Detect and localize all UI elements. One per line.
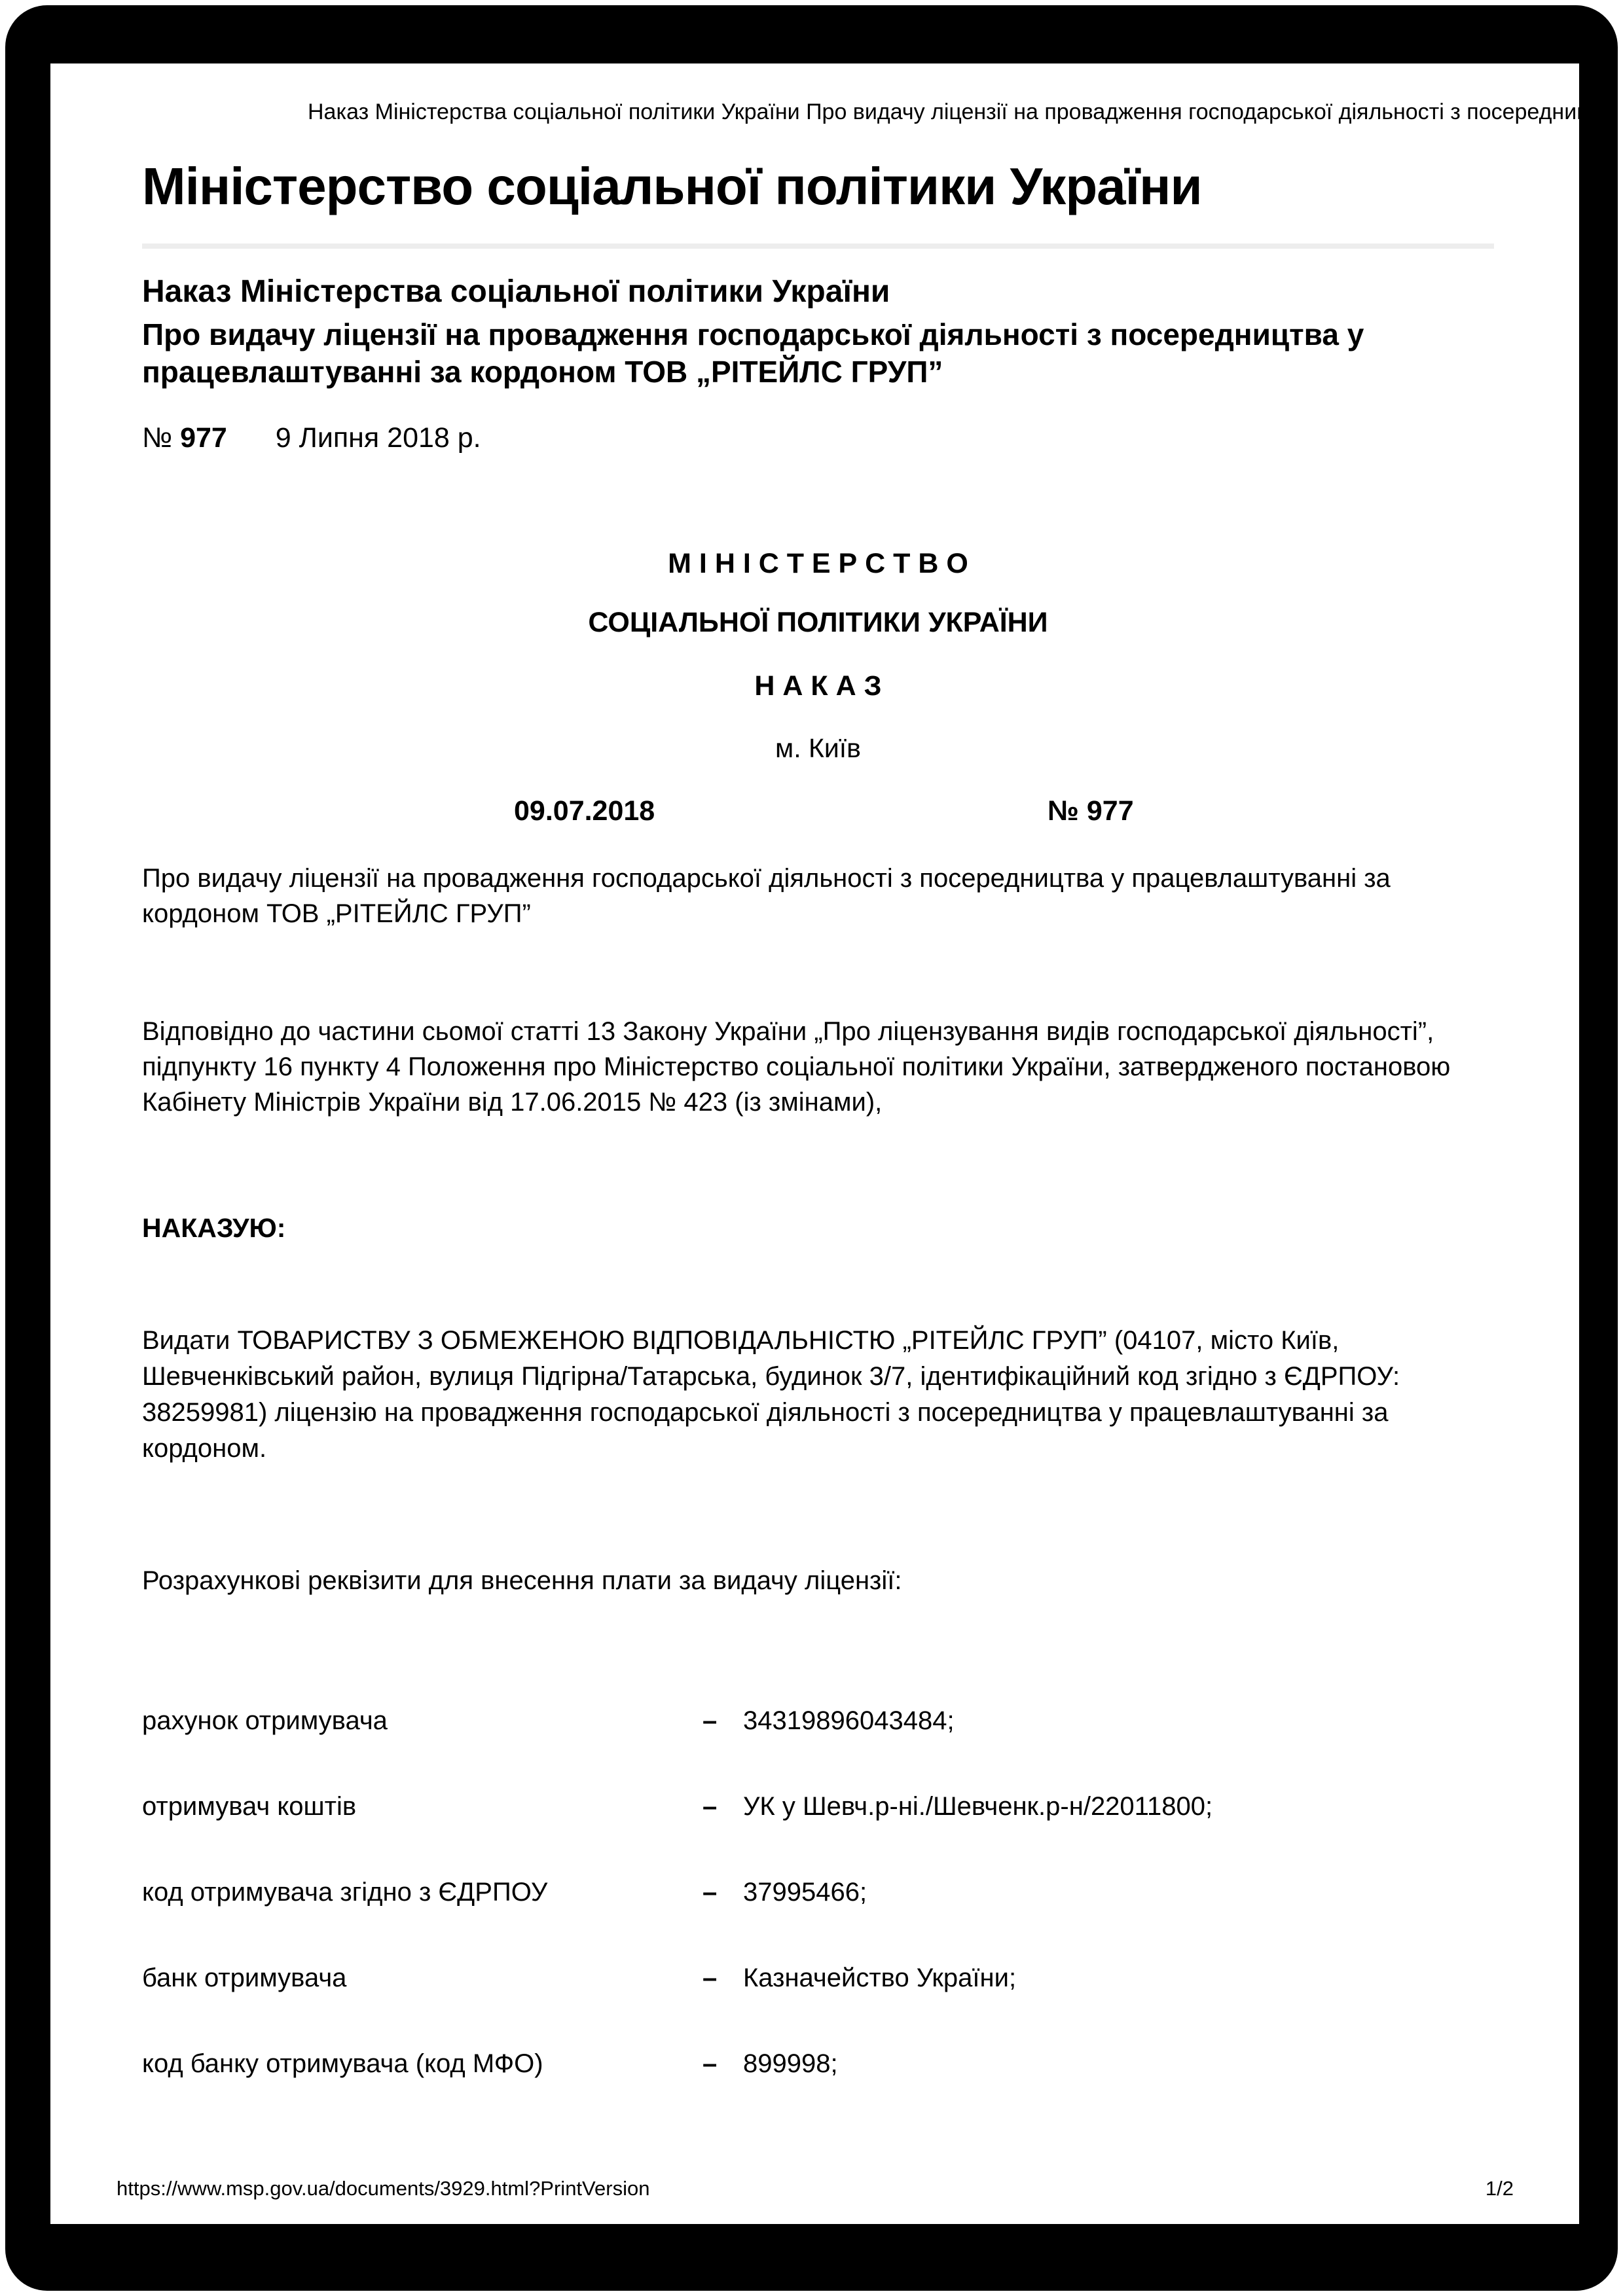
number-sign: № — [142, 422, 173, 454]
document-sheet — [50, 63, 1612, 2224]
order-city: м. Київ — [775, 733, 861, 763]
requisite-value: 37995466; — [743, 1878, 867, 1907]
legal-basis-paragraph: Відповідно до частини сьомої статті 13 Закону України „Про ліцензування видів господарської діяльності”, підпункту 16 пункту 4 Положення про Міністерство соціальної політики України, затвердженого постановою Кабінету Міністрів України від 17.06.2015 № 423 (із змінами), — [142, 1017, 1451, 1117]
order-number: 977 — [180, 422, 227, 454]
footer-page-indicator: 1/2 — [1485, 2177, 1514, 2200]
requisite-label: рахунок отримувача — [142, 1706, 388, 1735]
document-title: Наказ Міністерства соціальної політики України — [142, 274, 890, 309]
order-number-line — [142, 422, 481, 454]
requisite-dash: – — [702, 1706, 718, 1735]
requisite-label: код банку отримувача (код МФО) — [142, 2049, 543, 2078]
requisite-value: УК у Шевч.р-ні./Шевченк.р-н/22011800; — [743, 1792, 1213, 1821]
footer-url: https://www.msp.gov.ua/documents/3929.html?PrintVersion — [117, 2177, 650, 2200]
requisite-label: код отримувача згідно з ЄДРПОУ — [142, 1878, 548, 1907]
requisite-dash: – — [702, 1792, 718, 1821]
order-date-numeric: 09.07.2018 — [514, 795, 655, 827]
requisite-value: 899998; — [743, 2049, 838, 2078]
document-subtitle: Про видачу ліцензії на провадження господарської діяльності з посередництва у працевлаштуванні за кордоном ТОВ „РІТЕЙЛС ГРУП” — [142, 317, 1364, 389]
order-date-number-row — [142, 795, 1494, 828]
table-row — [142, 1879, 1494, 1905]
table-row — [142, 1708, 1494, 1734]
ministry-name-line2: СОЦІАЛЬНОЇ ПОЛІТИКИ УКРАЇНИ — [588, 607, 1048, 638]
order-subject-paragraph: Про видачу ліцензії на провадження господарської діяльності з посередництва у працевлаштуванні за кордоном ТОВ „РІТЕЙЛС ГРУП” — [142, 864, 1391, 928]
ministry-name-line1: М І Н І С Т Е Р С Т В О — [668, 548, 968, 579]
print-footer — [117, 2177, 1514, 2200]
requisites-intro: Розрахункові реквізити для внесення плати за видачу ліцензії: — [142, 1566, 902, 1595]
requisite-label: отримувач коштів — [142, 1792, 357, 1821]
requisite-dash: – — [702, 1964, 718, 1992]
requisite-value: Казначейство України; — [743, 1964, 1017, 1992]
table-row — [142, 1793, 1494, 1820]
requisite-dash: – — [702, 2049, 718, 2078]
order-number-full: № 977 — [1048, 795, 1134, 827]
order-word: Н А К А З — [754, 670, 882, 702]
requisites-table — [142, 1708, 1494, 2136]
requisite-value: 34319896043484; — [743, 1706, 955, 1735]
table-row — [142, 2051, 1494, 2077]
order-verb: НАКАЗУЮ: — [142, 1213, 286, 1243]
order-date-human: 9 Липня 2018 р. — [275, 422, 481, 454]
site-title: Міністерство соціальної політики України — [142, 157, 1202, 215]
requisite-dash: – — [702, 1878, 718, 1907]
page-frame — [5, 5, 1618, 2291]
order-text-paragraph: Видати ТОВАРИСТВУ З ОБМЕЖЕНОЮ ВІДПОВІДАЛЬНІСТЮ „РІТЕЙЛС ГРУП” (04107, місто Київ, Шевченківський район, вулиця Підгірна/Татарська, будинок 3/7, ідентифікаційний код згідно з ЄДРПОУ: 38259981) ліцензію на провадження господарської діяльності з посередництва у працевлаштуванні за кордоном. — [142, 1326, 1400, 1463]
table-row — [142, 1965, 1494, 1991]
print-header-title: Наказ Міністерства соціальної політики України Про видачу ліцензії на провадження господарської діяльності з посередниц… — [308, 99, 1612, 124]
requisite-label: банк отримувача — [142, 1964, 347, 1992]
header-divider — [142, 243, 1494, 249]
